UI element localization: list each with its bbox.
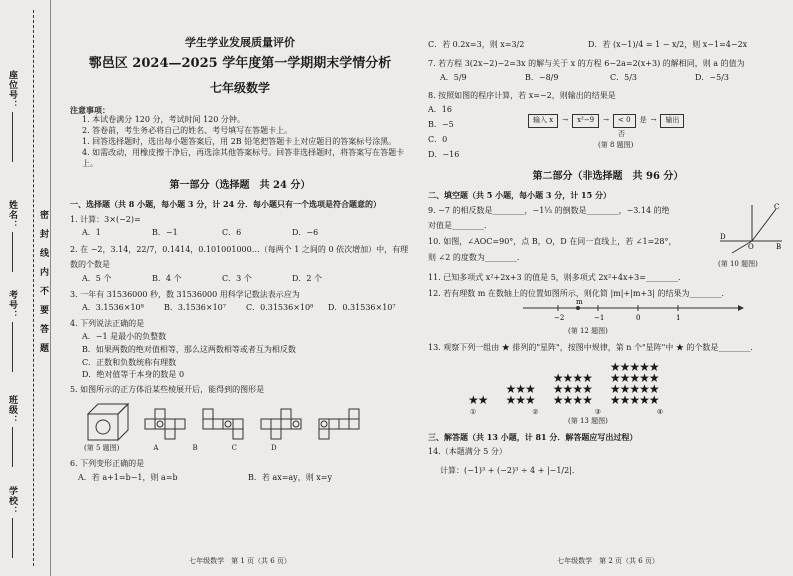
question-10: 10. 如图，∠AOC=90°，点 B，O，D 在同一直线上，若 ∠1=28°， — [428, 237, 677, 247]
flow-condition-box: < 0 — [613, 114, 636, 127]
question-2-options — [82, 274, 410, 285]
question-10-caption: (第 10 题图) — [718, 260, 758, 269]
class-blank[interactable] — [12, 427, 13, 467]
option[interactable]: D．−5/3 — [695, 72, 729, 82]
name-label: 姓名： — [7, 200, 17, 230]
option[interactable]: B．3.1536×10⁷ — [164, 303, 226, 313]
option[interactable]: B．−8/9 — [525, 72, 559, 82]
net-option-c[interactable] — [260, 408, 304, 442]
svg-text:m: m — [576, 299, 583, 306]
option[interactable]: C．6 — [222, 228, 242, 238]
question-5-captions: (第 5 题图) A B C D — [84, 444, 277, 453]
option[interactable]: C．若 0.2x=3，则 x=3/2 — [428, 40, 525, 49]
exam-number-blank[interactable] — [12, 322, 13, 372]
option[interactable]: B．−1 — [152, 228, 178, 238]
angle-diagram — [718, 201, 784, 257]
seal-text: 密封线内不要答题 — [38, 210, 48, 362]
question-5-figures — [86, 402, 410, 442]
seat-number-label: 座位号： — [7, 70, 17, 110]
question-1: 1. 计算：3×(−2)= — [70, 214, 141, 224]
net-option-a[interactable] — [144, 408, 188, 442]
option[interactable]: D．0.31536×10⁷ — [328, 303, 396, 313]
option[interactable]: A．3.1536×10⁸ — [82, 303, 144, 313]
seal-line — [33, 10, 34, 566]
question-9: 9. −7 的相反数是________，−1⅓ 的倒数是________，−3.14 的绝 — [428, 205, 670, 215]
star-patterns — [468, 359, 788, 407]
notes-block: 注意事项： 1. 本试卷满分 120 分，考试时间 120 分钟。 2. 答卷前，考生务必将自己的姓名、考号填写在答题卡上。 1. 回答选择题时，选出每小题答案后，用 2B 铅笔把答题卡上对应题目的答案标号涂黑。 4. 如需改动，用橡皮擦干净后，再选涂其他答案标号。回答非选择题时，将答案写在答题卡上。 — [70, 105, 410, 170]
option[interactable]: A．5/9 — [440, 72, 467, 82]
question-7: 7. 若方程 3(2x−2)−2=3x 的解与关于 x 的方程 6−2a=2(x+3) 的解相同，则 a 的值为 — [428, 58, 745, 68]
arrow-icon: → — [603, 116, 610, 125]
solve-section-head: 三、解答题（共 13 小题，计 81 分．解答题应写出过程） — [428, 432, 638, 443]
question-6-options-cd — [428, 40, 788, 51]
option[interactable]: D．2 个 — [292, 273, 323, 283]
option[interactable]: A．5 个 — [82, 273, 112, 283]
question-9-10-row — [428, 201, 788, 270]
svg-text:O: O — [748, 242, 754, 251]
question-12-caption: (第 12 题图) — [568, 327, 608, 336]
net-option-b[interactable] — [202, 408, 246, 442]
question-6-options-ab — [78, 473, 410, 484]
note-item: 1. 本试卷满分 120 分，考试时间 120 分钟。 — [82, 115, 245, 125]
option[interactable]: B．4 个 — [152, 273, 182, 283]
name-blank[interactable] — [12, 232, 13, 272]
question-6: 6. 下列变形正确的是 — [70, 459, 145, 469]
option[interactable]: A．−1 是最小的负整数 — [82, 332, 167, 342]
option[interactable]: B．如果两数的绝对值相等，那么这两数相等或者互为相反数 — [82, 344, 296, 354]
star-pattern-4: ★★★★★ ★★★★★ ★★★★★ ★★★★★ — [609, 359, 659, 407]
question-3-options — [82, 303, 410, 314]
question-10-cont: 则 ∠2 的度数为________． — [428, 253, 525, 263]
question-4: 4. 下列说法正确的是 — [70, 319, 145, 329]
part-2-title: 第二部分（非选择题 共 96 分） — [532, 171, 684, 183]
exam-series-title: 学生学业发展质量评价 — [185, 36, 295, 49]
option[interactable]: A．16 — [428, 105, 452, 115]
page-2-footer: 七年级数学 第 2 页（共 6 页） — [557, 556, 659, 565]
question-14: 14.（本题满分 5 分） — [428, 447, 507, 457]
note-item: 1. 回答选择题时，选出每小题答案后，用 2B 铅笔把答题卡上对应题目的答案标号涂黑。 — [82, 136, 397, 146]
question-2-cont: 数的个数是 — [70, 260, 110, 270]
flow-output-box: 输出 — [660, 114, 684, 127]
star-pattern-2: ★★★ ★★★ — [505, 381, 535, 407]
option[interactable]: D．若 (x−1)/4 = 1 − x/2，则 x−1=4−2x — [588, 40, 748, 49]
svg-text:−1: −1 — [594, 313, 605, 322]
school-label: 学校： — [7, 486, 17, 516]
page-1-footer: 七年级数学 第 1 页（共 6 页） — [189, 556, 291, 565]
question-7-options — [440, 73, 788, 84]
option[interactable]: A．1 — [82, 228, 101, 238]
fill-section-head: 二、填空题（共 5 小题，每小题 3 分，计 15 分） — [428, 189, 611, 200]
question-8-flowchart — [528, 112, 684, 160]
page-1 — [70, 0, 410, 576]
question-3: 3. 一年有 31536000 秒，数 31536000 用科学记数法表示应为 — [70, 289, 300, 299]
question-8: 8. 按照如图的程序计算，若 x=−2，则输出的结果是 — [428, 91, 616, 101]
svg-text:1: 1 — [676, 313, 681, 322]
note-item: 2. 答卷前，考生务必将自己的姓名、考号填写在答题卡上。 — [82, 126, 293, 136]
star-pattern-3: ★★★★ ★★★★ ★★★★ — [552, 370, 592, 407]
question-11: 11. 已知多项式 x²+2x+3 的值是 5，则多项式 2x²+4x+3=________． — [428, 272, 686, 282]
exam-number-label: 考号： — [7, 290, 17, 320]
subject-title: 七年级数学 — [209, 81, 270, 96]
star-pattern-1: ★★ — [468, 392, 488, 407]
option[interactable]: D．−6 — [292, 228, 319, 238]
net-option-d[interactable] — [318, 408, 362, 442]
option[interactable]: C．5/3 — [610, 72, 637, 82]
exam-title: 鄠邑区 2024—2025 学年度第一学期期末学情分析 — [88, 55, 392, 71]
star-pattern-labels: ① ② ③ ④ — [470, 407, 664, 416]
option[interactable]: D．绝对值等于本身的数是 0 — [82, 370, 185, 380]
question-8-options — [428, 102, 528, 160]
binding-margin — [0, 0, 51, 576]
svg-text:B: B — [776, 242, 782, 251]
svg-text:C: C — [774, 202, 780, 211]
question-5: 5. 如图所示的正方体沿某些棱展开后，能得到的图形是 — [70, 385, 265, 395]
question-9-cont: 对值是________． — [428, 221, 492, 231]
question-2: 2. 在 −2，3.14，22/7，0.1414，0.101001000…（每两个 1 之间的 0 依次增加）中，有理 — [70, 245, 409, 255]
flow-no-label: 否 — [618, 129, 625, 138]
note-item: 4. 如需改动，用橡皮擦干净后，再选涂其他答案标号。回答非选择题时，将答案写在答题卡上。 — [82, 147, 405, 168]
class-label: 班级： — [7, 395, 17, 425]
cube-figure — [86, 402, 130, 442]
option[interactable]: C．0.31536×10⁸ — [246, 303, 314, 313]
seat-number-blank[interactable] — [12, 112, 13, 162]
svg-text:D: D — [720, 232, 726, 241]
flow-yes-label: 是 — [639, 116, 647, 125]
question-13: 13. 观察下列一组由 ★ 排列的"星阵"，按图中规律，第 n 个"星阵"中 ★ 的个数是________． — [428, 342, 759, 352]
part-1-title: 第一部分（选择题 共 24 分） — [169, 180, 311, 192]
option[interactable]: B．若 ax=ay，则 x=y — [248, 473, 332, 483]
question-14-expression: 计算：(−1)³ + (−2)³ ÷ 4 + |−1/2|． — [440, 466, 580, 475]
option[interactable]: A．若 a+1=b−1，则 a=b — [78, 473, 178, 483]
option[interactable]: B．−5 — [428, 119, 454, 129]
question-1-options — [82, 228, 410, 239]
option[interactable]: C．正数和负数统称有理数 — [82, 357, 177, 367]
flow-compute-box: x²−9 — [572, 114, 599, 127]
school-blank[interactable] — [12, 518, 13, 558]
flow-input-box: 输入 x — [528, 114, 558, 127]
page-2 — [428, 0, 788, 576]
option[interactable]: D．−16 — [428, 149, 460, 159]
arrow-icon: → — [562, 116, 569, 125]
option[interactable]: C．3 个 — [222, 273, 252, 283]
question-8-body — [428, 102, 788, 160]
arrow-icon: → — [650, 116, 657, 125]
svg-text:−2: −2 — [554, 313, 565, 322]
question-10-figure — [718, 201, 784, 270]
question-12: 12. 若有理数 m 在数轴上的位置如图所示，则化简 |m|+|m+3| 的结果为________． — [428, 288, 730, 298]
svg-text:0: 0 — [636, 313, 641, 322]
option[interactable]: C．0 — [428, 134, 448, 144]
question-8-caption: (第 8 题图) — [598, 141, 634, 150]
number-line — [518, 300, 748, 324]
choice-section-head: 一、选择题（共 8 小题，每小题 3 分，计 24 分．每小题只有一个选项是符合题意的） — [70, 198, 381, 209]
question-13-caption: (第 13 题图) — [568, 416, 608, 425]
